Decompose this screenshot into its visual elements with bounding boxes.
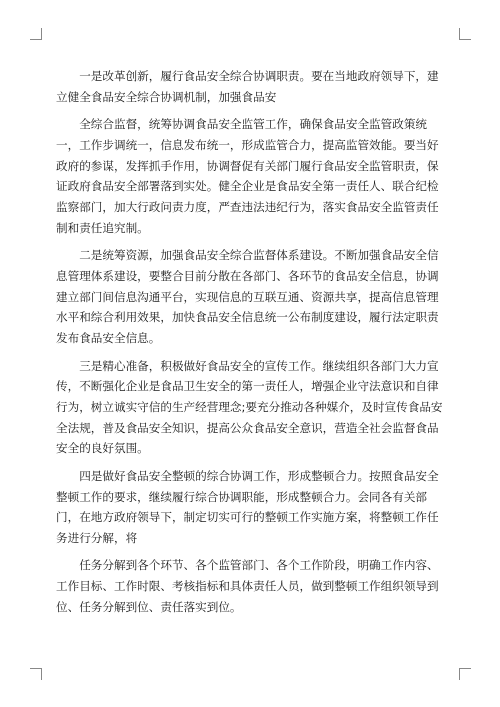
paragraph-5: 四是做好食品安全整顿的综合协调工作，形成整顿合力。按照食品安全整顿工作的要求，继续履行综合协调职能，形成整顿合力。会同各有关部门，在地方政府领导下，制定切实可行的整顿工作实施方案，将整顿工作任务进行分解，将 bbox=[56, 468, 439, 545]
crop-mark-bottom-left bbox=[30, 668, 42, 680]
paragraph-1: 一是改革创新，履行食品安全综合协调职责。要在当地政府领导下，建立健全食品安全综合协调机制，加强食品安 bbox=[56, 69, 439, 104]
paragraph-6: 任务分解到各个环节、各个监管部门、各个工作阶段，明确工作内容、工作目标、工作时限、考核指标和具体责任人员，做到整顿工作组织领导到位、任务分解到位、责任落实到位。 bbox=[56, 558, 439, 614]
paragraph-2: 全综合监督，统筹协调食品安全监管工作，确保食品安全监管政策统一，工作步调统一，信息发布统一，形成监管合力，提高监管效能。要当好政府的参谋，发挥抓手作用，协调督促有关部门履行食品安全监管职责，保证政府食品安全部署落到实处。健全企业是食品安全第一责任人、联合纪检监察部门，加大行政问责力度，严查违法违纪行为，落实食品安全监管责任制和责任追究制。 bbox=[56, 117, 439, 235]
paragraph-3: 二是统筹资源，加强食品安全综合监督体系建设。不断加强食品安全信息管理体系建设，要整合目前分散在各部门、各环节的食品安全信息，协调建立部门间信息沟通平台，实现信息的互联互通、资源共享，提高信息管理水平和综合利用效果，加快食品安全信息统一公布制度建设，履行法定职责发布食品安全信息。 bbox=[56, 248, 439, 346]
document-body bbox=[56, 66, 448, 624]
paragraph-4: 三是精心准备，积极做好食品安全的宣传工作。继续组织各部门大力宣传，不断强化企业是食品卫生安全的第一责任人，增强企业守法意识和自律行为，树立诚实守信的生产经营理念;要充分推动各种媒介，及时宣传食品安全法规，普及食品安全知识，提高公众食品安全意识，营造全社会监督食品安全的良好氛围。 bbox=[56, 358, 443, 456]
crop-mark-bottom-right bbox=[459, 668, 471, 680]
crop-mark-top-left bbox=[30, 28, 42, 40]
crop-mark-top-right bbox=[459, 28, 471, 40]
